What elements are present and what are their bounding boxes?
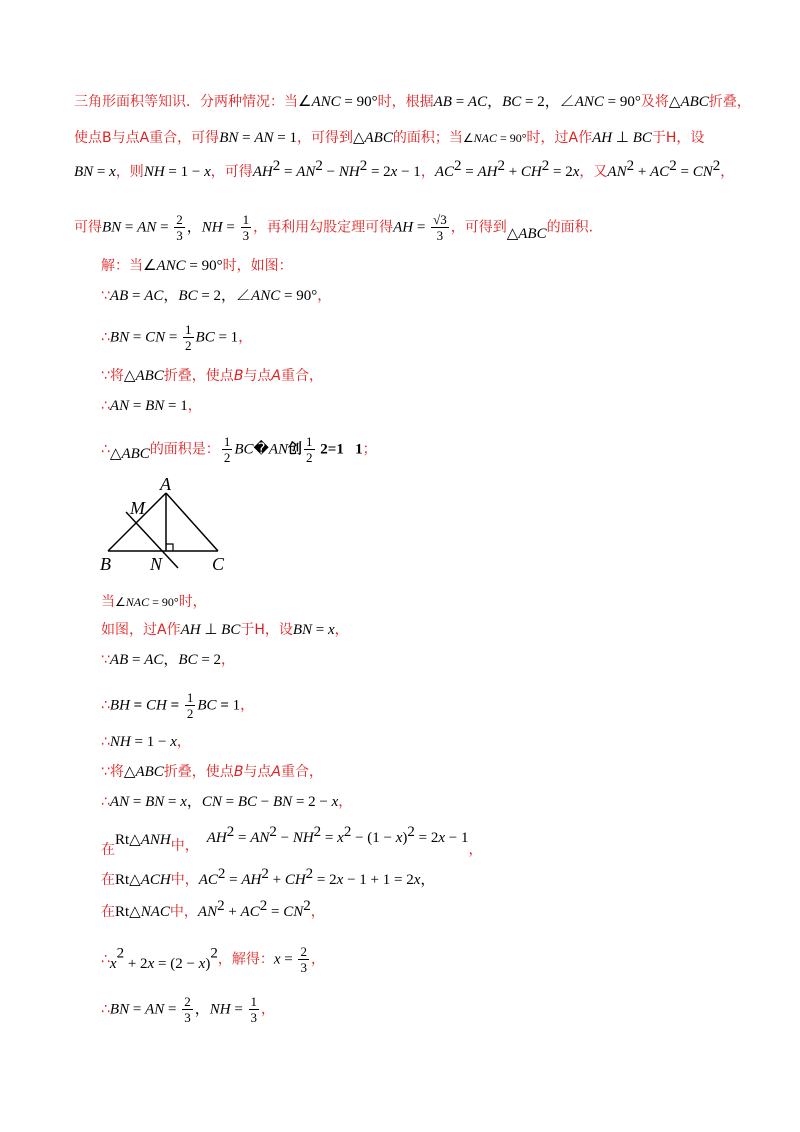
solution-line-3: ∴BN = CN = $\frac{1}{2}$ BC = 1， bbox=[101, 322, 253, 353]
solution-line-4: ∵将△ABC折叠，使点B与点A重合， bbox=[101, 368, 323, 384]
analysis-line-3: BN = x，则NH = 1 − x，可得$AH^2 = AN^2 - NH^2 = 2x - 1$，$AC^2 = AH^2 + CH^2 = 2x$，又$AN^2 + AC^2 = CN^2$， bbox=[74, 158, 735, 180]
triangle-figure bbox=[98, 476, 238, 576]
solution-line-12: ∵将△ABC折叠，使点B与点A重合， bbox=[101, 764, 323, 780]
solution-line-9: ∵AB = AC，BC = 2， bbox=[101, 652, 236, 668]
solution-line-5: ∴AN = BN = 1， bbox=[101, 398, 202, 414]
solution-line-10: ∴BH = CH = $\frac{1}{2}$ BC = 1， bbox=[101, 690, 255, 721]
solution-line-6: ∴△ABC的面积是： $\frac{1}{2}$ BC�AN创 $\frac{1}{2}$ 2=1 1； bbox=[101, 434, 377, 465]
segment-ac bbox=[166, 493, 218, 551]
solution-line-1: 解：当∠ANC = 90°时，如图： bbox=[101, 258, 293, 274]
solution-line-7: 当∠NAC = 90°时， bbox=[101, 594, 207, 610]
solution-line-15: 在Rt△ACH中，$AC^2 = AH^2 + CH^2 = 2x - 1 + 1 = 2x$， bbox=[101, 866, 436, 888]
label-m: M bbox=[130, 498, 145, 518]
analysis-line-2: 使点B与点A重合，可得BN = AN = 1，可得到△ABC的面积；当∠NAC = 90°时，过A作AH ⊥ BC于H，设 bbox=[74, 130, 705, 146]
solution-line-14: 在Rt△ANH中， $AH^2 = AN^2 - NH^2 = x^2 - (1 - x)^2 = 2x - 1$， bbox=[101, 824, 483, 858]
solution-line-17: $\therefore x^2 + 2x = (2 - x)^2$，解得：x = $\frac{2}{3}$ ， bbox=[101, 944, 325, 975]
solution-line-18: ∴BN = AN = $\frac{2}{3}$ ，NH = $\frac{1}{3}$ ， bbox=[101, 994, 276, 1025]
solution-line-8: 如图，过A作AH ⊥ BC于H，设BN = x， bbox=[101, 622, 349, 638]
solution-line-11: ∴NH = 1 − x， bbox=[101, 734, 191, 750]
right-angle-mark bbox=[166, 544, 173, 551]
analysis-line-4: 可得BN = AN = $\frac{2}{3}$ ，NH = $\frac{1}{3}$ ，再利用勾股定理可得AH = $\frac{√3}{3}$ ，可得到△ABC的面积． bbox=[74, 212, 603, 243]
analysis-line-1: 三角形面积等知识．分两种情况：当∠ANC = 90°时，根据AB = AC，BC = 2，∠ANC = 90°及将△ABC折叠， bbox=[74, 94, 751, 110]
label-a: A bbox=[160, 476, 171, 494]
label-n: N bbox=[150, 554, 163, 574]
solution-line-2: ∵AB = AC，BC = 2，∠ANC = 90°， bbox=[101, 288, 332, 304]
label-b: B bbox=[100, 554, 111, 574]
solution-line-16: 在Rt△NAC中，$AN^2 + AC^2 = CN^2$， bbox=[101, 898, 325, 920]
label-c: C bbox=[212, 554, 225, 574]
solution-line-13: ∴AN = BN = x，CN = BC − BN = 2 − x， bbox=[101, 794, 353, 810]
